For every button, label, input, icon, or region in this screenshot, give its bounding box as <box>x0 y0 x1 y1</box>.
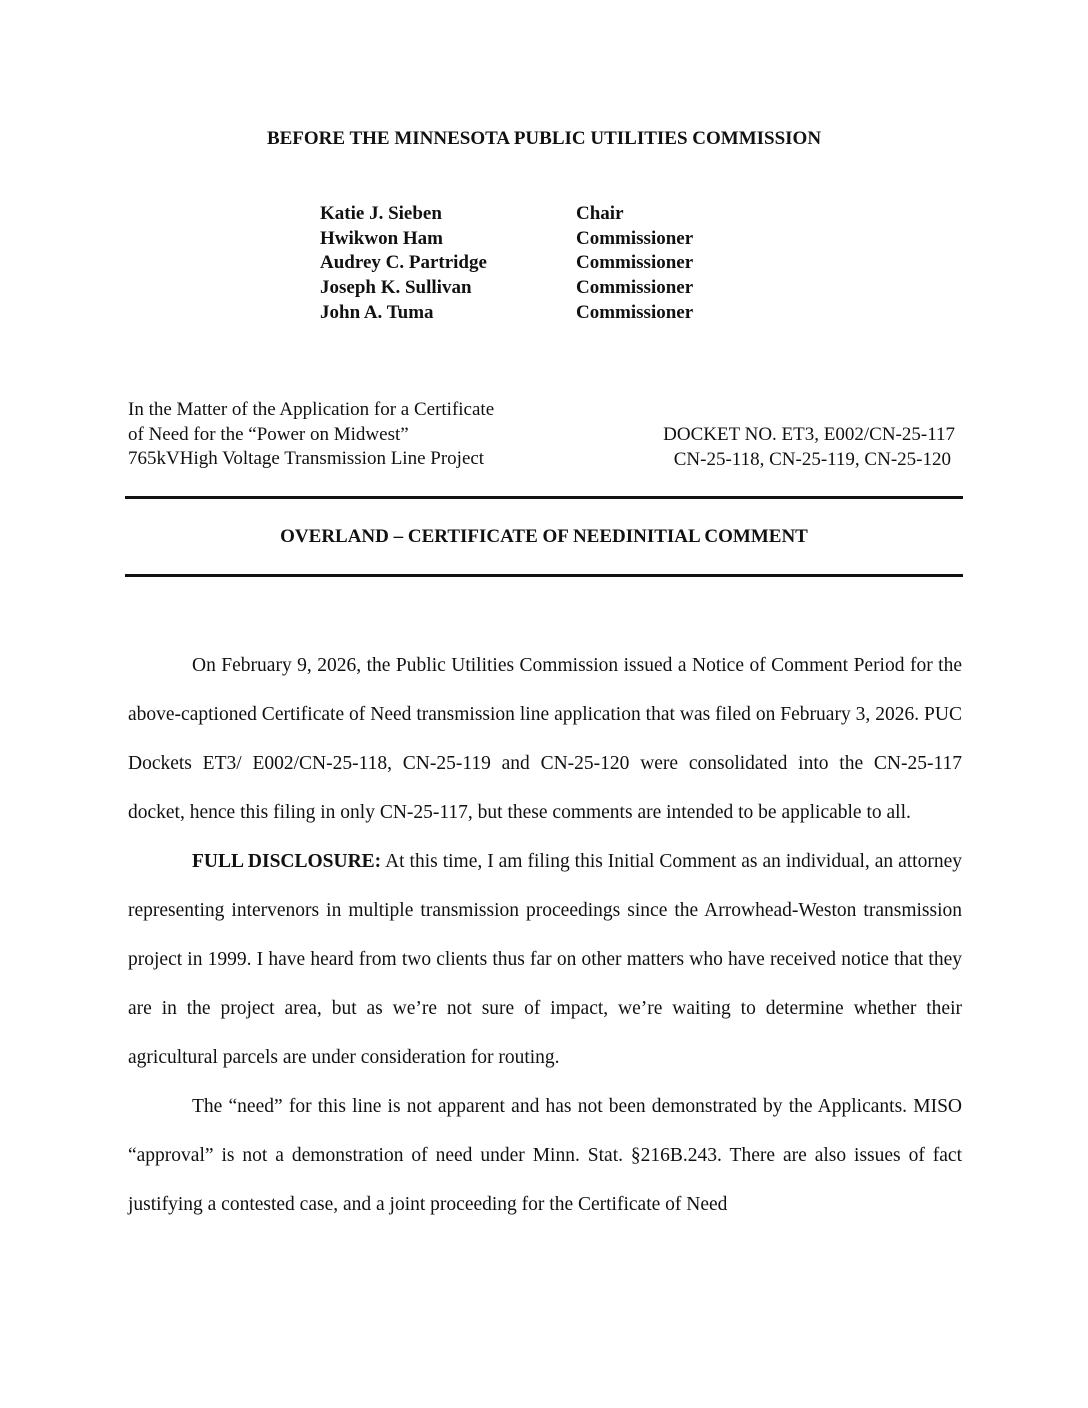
disclosure-text: At this time, I am filing this Initial Comment as an individual, an attorney representing intervenors in multiple transmission proceedings since the Arrowhead-Weston transmission project in 1999. I have heard from two clients thus far on other matters who have received notice that they are in the project area, but as we’re not sure of impact, we’re waiting to determine whether their agricultural parcels are under consideration for routing. <box>128 851 962 1068</box>
docket-line: CN-25-118, CN-25-119, CN-25-120 <box>673 448 951 470</box>
commissioner-role: Commissioner <box>576 252 694 274</box>
commissioner-list <box>320 202 693 325</box>
docket-line: DOCKET NO. ET3, E002/CN-25-117 <box>663 424 955 445</box>
matter-line: of Need for the “Power on Midwest” <box>128 423 409 445</box>
bottom-rule <box>125 574 963 577</box>
paragraph: On February 9, 2026, the Public Utilities Commission issued a Notice of Comment Period for the above-captioned Certificate of Need transmission line application that was filed on February 3, 2026. PUC Dockets ET3/ E002/CN-25-118, CN-25-119 and CN-25-120 were consolidated into the CN-25-117 docket, hence this filing in only CN-25-117, but these comments are intended to be applicable to all. <box>128 655 962 823</box>
commissioner-role: Commissioner <box>576 301 694 323</box>
matter-caption <box>128 398 494 472</box>
docket-caption <box>663 423 955 472</box>
matter-line: 765kVHigh Voltage Transmission Line Project <box>128 448 485 470</box>
body-text <box>128 641 962 1229</box>
commissioner-role: Commissioner <box>576 277 694 299</box>
commissioner-row <box>320 301 693 326</box>
commission-heading: BEFORE THE MINNESOTA PUBLIC UTILITIES COMMISSION <box>266 128 822 149</box>
commissioner-role: Chair <box>576 203 624 224</box>
commissioner-role: Commissioner <box>576 227 694 249</box>
commissioner-name: John A. Tuma <box>320 301 434 323</box>
commissioner-name: Katie J. Sieben <box>320 203 442 224</box>
paragraph <box>128 837 962 1082</box>
disclosure-label: FULL DISCLOSURE: <box>192 851 382 872</box>
commissioner-row <box>320 251 693 276</box>
commissioner-row <box>320 276 693 301</box>
top-rule <box>125 496 963 499</box>
document-title: OVERLAND – CERTIFICATE OF NEEDINITIAL COMMENT <box>280 526 808 547</box>
matter-line: In the Matter of the Application for a Certificate <box>128 399 495 420</box>
commissioner-row <box>320 202 693 227</box>
commissioner-name: Joseph K. Sullivan <box>320 277 472 299</box>
commissioner-name: Hwikwon Ham <box>320 227 443 249</box>
commissioner-row <box>320 227 693 252</box>
commissioner-name: Audrey C. Partridge <box>320 252 487 274</box>
paragraph: The “need” for this line is not apparent and has not been demonstrated by the Applicants. MISO “approval” is not a demonstration of need under Minn. Stat. §216B.243. There are also issues of fact justifying a contested case, and a joint proceeding for the Certificate of Need <box>128 1096 962 1215</box>
